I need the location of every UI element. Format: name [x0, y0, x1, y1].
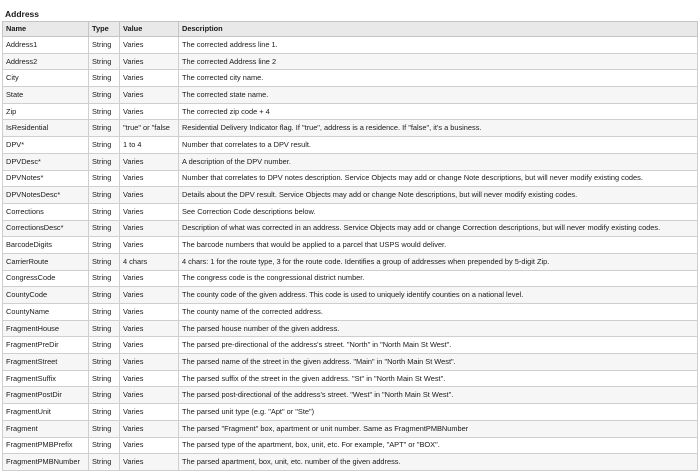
cell-name: CountyName [3, 304, 89, 321]
cell-name: CongressCode [3, 270, 89, 287]
cell-type: String [89, 437, 120, 454]
cell-value: Varies [120, 404, 179, 421]
cell-type: String [89, 153, 120, 170]
cell-name: FragmentUnit [3, 404, 89, 421]
table-row [3, 87, 698, 104]
cell-description: A description of the DPV number. [179, 153, 698, 170]
cell-description: The parsed type of the apartment, box, unit, etc. For example, "APT" or "BOX". [179, 437, 698, 454]
cell-description: The parsed name of the street in the given address. "Main" in "North Main St West". [179, 354, 698, 371]
cell-value: Varies [120, 103, 179, 120]
cell-value: Varies [120, 337, 179, 354]
cell-name: CorrectionsDesc* [3, 220, 89, 237]
cell-description: The corrected Address line 2 [179, 53, 698, 70]
cell-type: String [89, 387, 120, 404]
cell-name: City [3, 70, 89, 87]
cell-value: "true" or "false [120, 120, 179, 137]
table-row [3, 237, 698, 254]
cell-name: FragmentPMBNumber [3, 454, 89, 471]
table-row [3, 153, 698, 170]
table-row [3, 103, 698, 120]
cell-value: Varies [120, 287, 179, 304]
cell-description: Details about the DPV result. Service Objects may add or change Note descriptions, but will never modify existing codes. [179, 187, 698, 204]
cell-type: String [89, 337, 120, 354]
cell-description: The corrected address line 1. [179, 37, 698, 54]
cell-description: The parsed house number of the given address. [179, 320, 698, 337]
cell-description: 4 chars: 1 for the route type, 3 for the route code. Identifies a group of addresses when prepended by 5-digit Zip. [179, 253, 698, 270]
column-header-value: Value [120, 22, 179, 37]
cell-description: The county code of the given address. This code is used to uniquely identify counties on a national level. [179, 287, 698, 304]
cell-name: Address1 [3, 37, 89, 54]
table-row [3, 354, 698, 371]
cell-name: FragmentPreDir [3, 337, 89, 354]
cell-type: String [89, 370, 120, 387]
cell-value: Varies [120, 37, 179, 54]
cell-description: The parsed suffix of the street in the given address. "St" in "North Main St West". [179, 370, 698, 387]
cell-value: Varies [120, 70, 179, 87]
table-body [3, 37, 698, 471]
cell-value: Varies [120, 153, 179, 170]
cell-description: The parsed "Fragment" box, apartment or unit number. Same as FragmentPMBNumber [179, 420, 698, 437]
cell-description: The corrected state name. [179, 87, 698, 104]
cell-description: Number that correlates to a DPV result. [179, 137, 698, 154]
cell-value: 4 chars [120, 253, 179, 270]
column-header-name: Name [3, 22, 89, 37]
cell-description: The corrected zip code + 4 [179, 103, 698, 120]
address-fields-table [2, 21, 698, 471]
cell-description: The corrected city name. [179, 70, 698, 87]
cell-description: The parsed unit type (e.g. "Apt" or "Ste") [179, 404, 698, 421]
cell-name: Fragment [3, 420, 89, 437]
cell-type: String [89, 304, 120, 321]
table-row [3, 53, 698, 70]
cell-value: Varies [120, 370, 179, 387]
cell-type: String [89, 120, 120, 137]
cell-description: See Correction Code descriptions below. [179, 203, 698, 220]
cell-name: DPVNotesDesc* [3, 187, 89, 204]
cell-name: FragmentStreet [3, 354, 89, 371]
cell-value: Varies [120, 203, 179, 220]
cell-name: IsResidential [3, 120, 89, 137]
cell-description: The parsed post-directional of the address's street. "West" in "North Main St West". [179, 387, 698, 404]
cell-value: Varies [120, 53, 179, 70]
cell-value: Varies [120, 87, 179, 104]
cell-name: DPVNotes* [3, 170, 89, 187]
cell-type: String [89, 404, 120, 421]
cell-name: Zip [3, 103, 89, 120]
cell-name: DPVDesc* [3, 153, 89, 170]
cell-type: String [89, 454, 120, 471]
cell-value: Varies [120, 387, 179, 404]
cell-description: The parsed apartment, box, unit, etc. number of the given address. [179, 454, 698, 471]
cell-type: String [89, 53, 120, 70]
cell-type: String [89, 203, 120, 220]
cell-type: String [89, 237, 120, 254]
cell-name: Address2 [3, 53, 89, 70]
table-row [3, 270, 698, 287]
cell-type: String [89, 320, 120, 337]
cell-type: String [89, 103, 120, 120]
cell-description: Description of what was corrected in an address. Service Objects may add or change Correction descriptions, but will never modify existing codes. [179, 220, 698, 237]
cell-value: 1 to 4 [120, 137, 179, 154]
table-row [3, 170, 698, 187]
cell-description: The barcode numbers that would be applied to a parcel that USPS would deliver. [179, 237, 698, 254]
table-row [3, 120, 698, 137]
cell-type: String [89, 253, 120, 270]
cell-type: String [89, 354, 120, 371]
cell-description: The congress code is the congressional district number. [179, 270, 698, 287]
cell-type: String [89, 220, 120, 237]
cell-value: Varies [120, 170, 179, 187]
cell-value: Varies [120, 437, 179, 454]
table-row [3, 337, 698, 354]
column-header-type: Type [89, 22, 120, 37]
cell-type: String [89, 70, 120, 87]
cell-value: Varies [120, 237, 179, 254]
table-header-row [3, 22, 698, 37]
table-row [3, 287, 698, 304]
table-row [3, 304, 698, 321]
table-row [3, 187, 698, 204]
cell-name: Corrections [3, 203, 89, 220]
cell-description: Residential Delivery Indicator flag. If "true", address is a residence. If "false", it's a business. [179, 120, 698, 137]
cell-type: String [89, 87, 120, 104]
cell-name: FragmentPostDir [3, 387, 89, 404]
table-row [3, 404, 698, 421]
cell-type: String [89, 270, 120, 287]
cell-description: The parsed pre-directional of the address's street. "North" in "North Main St West". [179, 337, 698, 354]
cell-description: Number that correlates to DPV notes description. Service Objects may add or change Note descriptions, but will never modify existing codes. [179, 170, 698, 187]
cell-type: String [89, 420, 120, 437]
cell-value: Varies [120, 420, 179, 437]
cell-value: Varies [120, 270, 179, 287]
cell-type: String [89, 187, 120, 204]
cell-name: BarcodeDigits [3, 237, 89, 254]
cell-value: Varies [120, 354, 179, 371]
table-row [3, 253, 698, 270]
column-header-description: Description [179, 22, 698, 37]
cell-name: CountyCode [3, 287, 89, 304]
table-row [3, 320, 698, 337]
cell-type: String [89, 137, 120, 154]
cell-name: FragmentPMBPrefix [3, 437, 89, 454]
section-title: Address [5, 9, 40, 19]
cell-value: Varies [120, 454, 179, 471]
table-row [3, 220, 698, 237]
table-row [3, 437, 698, 454]
table-row [3, 70, 698, 87]
table-row [3, 387, 698, 404]
cell-name: FragmentHouse [3, 320, 89, 337]
table-row [3, 203, 698, 220]
cell-value: Varies [120, 187, 179, 204]
cell-description: The county name of the corrected address. [179, 304, 698, 321]
cell-name: FragmentSuffix [3, 370, 89, 387]
table-row [3, 454, 698, 471]
cell-type: String [89, 170, 120, 187]
cell-value: Varies [120, 220, 179, 237]
table-row [3, 37, 698, 54]
table-row [3, 370, 698, 387]
cell-type: String [89, 287, 120, 304]
cell-value: Varies [120, 320, 179, 337]
table-row [3, 137, 698, 154]
cell-value: Varies [120, 304, 179, 321]
cell-name: CarrierRoute [3, 253, 89, 270]
cell-type: String [89, 37, 120, 54]
table-row [3, 420, 698, 437]
cell-name: DPV* [3, 137, 89, 154]
cell-name: State [3, 87, 89, 104]
